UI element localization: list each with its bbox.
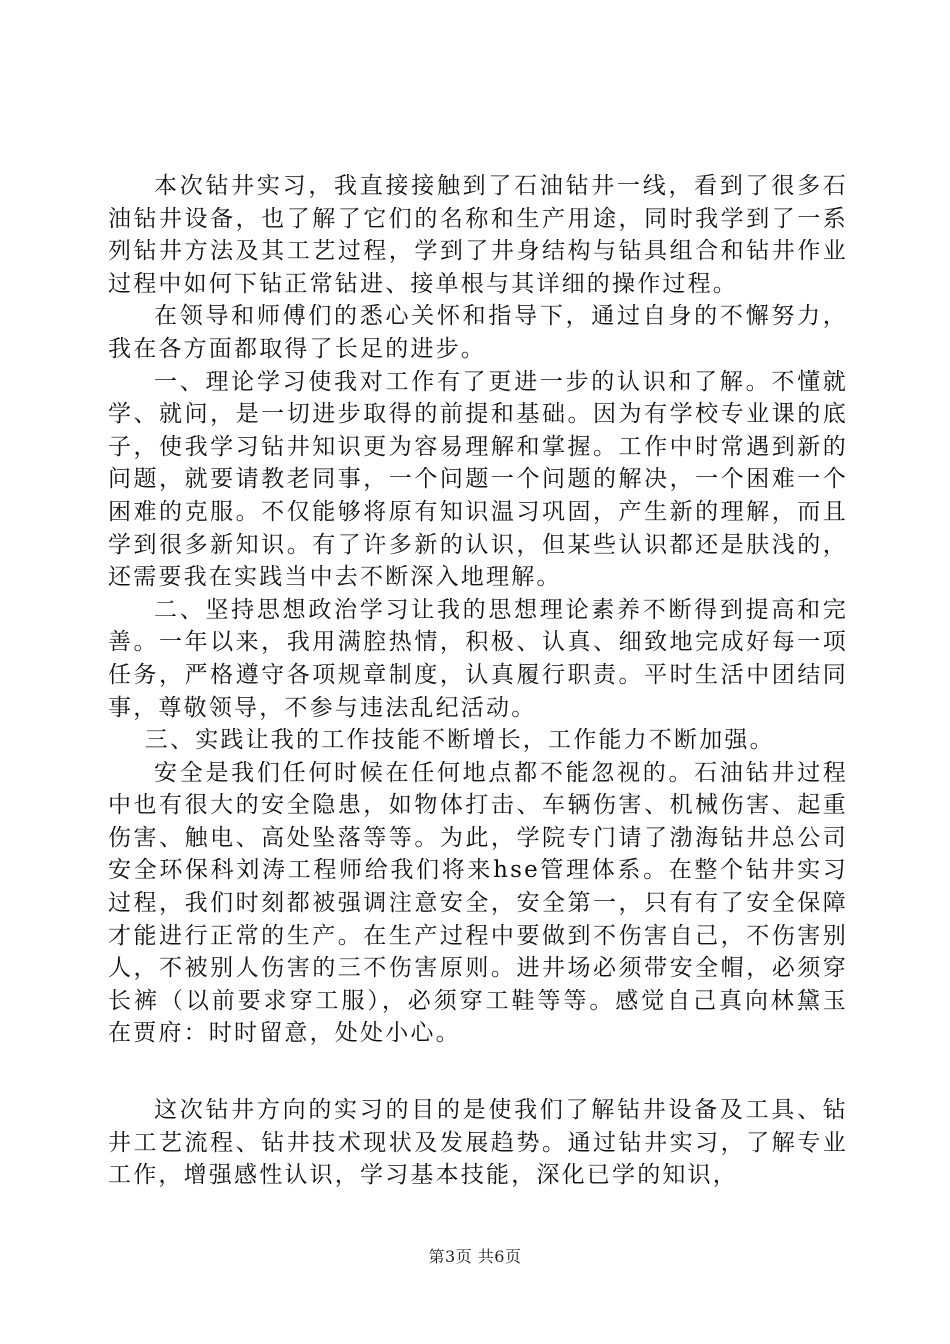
document-body bbox=[108, 170, 848, 1192]
paragraph-theory-study: 一、理论学习使我对工作有了更进一步的认识和了解。不懂就学、就问，是一切进步取得的前提和基础。因为有学校专业课的底子，使我学习钻井知识更为容易理解和掌握。工作中时常遇到新的问题，就要请教老同事，一个问题一个问题的解决，一个困难一个困难的克服。不仅能够将原有知识温习巩固，产生新的理解，而且学到很多新知识。有了许多新的认识，但某些认识都还是肤浅的，还需要我在实践当中去不断深入地理解。 bbox=[108, 368, 848, 591]
paragraph-intro: 本次钻井实习，我直接接触到了石油钻井一线，看到了很多石油钻井设备，也了解了它们的名称和生产用途，同时我学到了一系列钻井方法及其工艺过程，学到了井身结构与钻具组合和钻井作业过程中如何下钻正常钻进、接单根与其详细的操作过程。 bbox=[108, 173, 848, 297]
paragraph-progress: 在领导和师傅们的悉心关怀和指导下，通过自身的不懈努力，我在各方面都取得了长足的进步。 bbox=[108, 303, 848, 362]
paragraph-gap bbox=[108, 1050, 848, 1094]
paragraph-purpose: 这次钻井方向的实习的目的是使我们了解钻井设备及工具、钻井工艺流程、钻井技术现状及发展趋势。通过钻井实习，了解专业工作，增强感性认识，学习基本技能，深化已学的知识， bbox=[108, 1097, 848, 1189]
paragraph-political-study: 二、坚持思想政治学习让我的思想理论素养不断得到提高和完善。一年以来，我用满腔热情，积极、认真、细致地完成好每一项任务，严格遵守各项规章制度，认真履行职责。平时生活中团结同事，尊敬领导，不参与违法乱纪活动。 bbox=[108, 596, 848, 721]
page-number-footer: 第3页 共6页 bbox=[428, 1247, 522, 1266]
paragraph-safety: 安全是我们任何时候在任何地点都不能忽视的。石油钻井过程中也有很大的安全隐患，如物体打击、车辆伤害、机械伤害、起重伤害、触电、高处坠落等等。为此，学院专门请了渤海钻井总公司安全环保科刘涛工程师给我们将来hse管理体系。在整个钻井实习过程，我们时刻都被强调注意安全，安全第一，只有有了安全保障才能进行正常的生产。在生产过程中要做到不伤害自己，不伤害别人，不被别人伤害的三不伤害原则。进井场必须带安全帽，必须穿长裤（以前要求穿工服），必须穿工鞋等等。感觉自己真向林黛玉在贾府：时时留意，处处小心。 bbox=[108, 759, 848, 1047]
paragraph-practice-heading: 三、实践让我的工作技能不断增长，工作能力不断加强。 bbox=[144, 727, 775, 754]
